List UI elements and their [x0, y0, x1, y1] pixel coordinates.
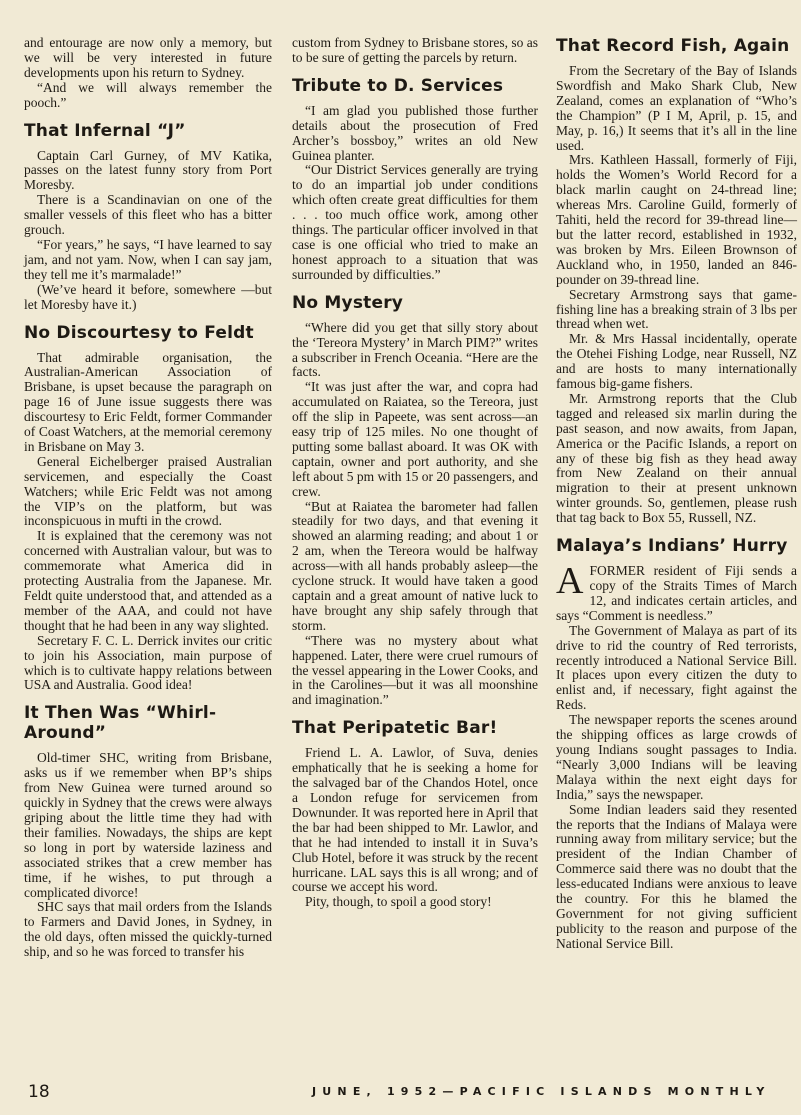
page-number: 18: [28, 1082, 50, 1102]
paragraph: The newspaper reports the scenes around the shipping offices as large crowds of young Indians sought passages to India. “Nearly 3,000 Indians will be leaving Malaya within the next eight days for India,” says the newspaper.: [556, 712, 797, 802]
paragraph: Captain Carl Gurney, of MV Katika, passes on the latest funny story from Port Moresby.: [24, 147, 272, 193]
column-1: [24, 36, 272, 960]
paragraph: “For years,” he says, “I have learned to say jam, and not yam. Now, when I can say jam, they tell me it’s marmalade!”: [24, 236, 272, 282]
paragraph: Secretary F. C. L. Derrick invites our critic to join his Association, main purpose of which is to cultivate happy relations between USA and Australia. Good idea!: [24, 632, 272, 693]
article-heading: Tribute to D. Services: [292, 75, 504, 96]
paragraph: Mr. Armstrong reports that the Club tagged and released six marlin during the past season, and now awaits, from Japan, America or the Pacific Islands, a report on any of these big fish as they head away from New Zealand on their annual migration to their at present unknown winter grounds. So, gentlemen, please rush that tag back to Box 55, Russell, NZ.: [556, 390, 797, 526]
paragraph: “But at Raiatea the barometer had fallen steadily for two days, and that evening it showed an alarming reading; and about 1 or 2 am, when the Tereora would be halfway across—with all hands probably asleep—the cyclone struck. It would have taken a good captain and a great amount of native luck to have brought any ship safely through that storm.: [292, 498, 538, 633]
paragraph: custom from Sydney to Brisbane stores, so as to be sure of getting the parcels by return.: [292, 35, 538, 65]
paragraph: Mrs. Kathleen Hassall, formerly of Fiji, holds the Women’s World Record for a black marlin caught on 24-thread line; whereas Mrs. Caroline Guild, formerly of Tahiti, held the record for 39-thread line—but the latter record, established in 1932, was broken by Mrs. Eileen Brownson of Auckland who, in 1950, landed an 846-pounder on 39-thread line.: [556, 152, 797, 287]
paragraph: Pity, though, to spoil a good story!: [305, 894, 492, 910]
paragraph: General Eichelberger praised Australian servicemen, and especially the Coast Watchers; while Eric Feldt was not among the VIP’s on the platform, but was inconspicuous in mufti in the crowd.: [24, 453, 272, 529]
paragraph-text: FORMER resident of Fiji sends a copy of the Straits Times of March 12, and indicates certain articles, and says “Comment is needless.”: [556, 563, 797, 623]
article-heading: That Record Fish, Again: [556, 36, 790, 56]
footer-masthead: JUNE, 1952—PACIFIC ISLANDS MONTHLY: [312, 1085, 771, 1098]
paragraph: The Government of Malaya as part of its drive to rid the country of Red terrorists, recently introduced a National Service Bill. It places upon every citizen the duty to enlist and, if necessary, fight against the Reds.: [556, 622, 797, 713]
paragraph: From the Secretary of the Bay of Islands Swordfish and Mako Shark Club, New Zealand, comes an explanation of “Who’s the Champion” (P I M, April, p. 15, and May, p. 16,) It seems that it’s all in the line used.: [556, 63, 797, 153]
paragraph: “And we will always remember the pooch.”: [24, 79, 272, 110]
paragraph: That admirable organisation, the Australian-American Association of Brisbane, is upset because the paragraph on page 16 of June issue suggests there was discourtesy to Eric Feldt, former Commander of Coast Watchers, at the memorial ceremony in Brisbane on May 3.: [24, 349, 272, 454]
article-heading: It Then Was “Whirl-Around”: [24, 703, 217, 744]
paragraph: and entourage are now only a memory, but we will be very interested in future developments upon his return to Sydney.: [24, 35, 272, 80]
paragraph: Friend L. A. Lawlor, of Suva, denies emphatically that he is seeking a home for the salvaged bar of the Chandos Hotel, once a London refuge for servicemen from Downunder. It was reported here in April that the bar had been shipped to Mr. Lawlor, and that he had intended to install it in Suva’s Club Hotel, before it was struck by the recent hurricane. LAL says this is all wrong; and of course we accept his word.: [292, 745, 538, 895]
column-2: [292, 36, 538, 910]
drop-cap: A: [556, 560, 584, 603]
column-3: [556, 36, 797, 952]
paragraph: It is explained that the ceremony was not concerned with Australian valour, but was to commemorate what America did in protecting Australia from the Japanese. Mr. Feldt quite understood that, and attended as a member of the AAA, and could not have thought that he had been in any way slighted.: [24, 528, 272, 633]
paragraph: “I am glad you published those further details about the prosecution of Fred Archer’s bossboy,” writes an old New Guinea planter.: [292, 102, 538, 163]
article-heading: Malaya’s Indians’ Hurry: [556, 536, 788, 557]
paragraph: There is a Scandinavian on one of the smaller vessels of this fleet who has a bitter grouch.: [24, 192, 272, 238]
paragraph: “Our District Services generally are trying to do an impartial job under conditions which often create great difficulties for them . . . too much office work, among other things. The particular officer involved in that case is one official who tried to make an honest approach to a situation that was surrounded by difficulties.”: [292, 162, 538, 282]
article-heading: No Discourtesy to Feldt: [24, 322, 254, 343]
paragraph: “Where did you get that silly story about the ‘Tereora Mystery’ in March PIM?” writes a subscriber in French Oceania. “Here are the facts.: [292, 319, 538, 380]
article-heading: No Mystery: [292, 292, 404, 313]
paragraph: (We’ve heard it before, somewhere —but let Moresby have it.): [24, 281, 272, 312]
paragraph: Some Indian leaders said they resented the reports that the Indians of Malaya were running away from military service; but the president of the Indian Chamber of Commerce said there was no doubt that the less-educated Indians were anxious to leave the country. For this he blamed the Government for not giving sufficient publicity to the reason and purpose of the National Service Bill.: [556, 801, 797, 951]
paragraph: Mr. & Mrs Hassal incidentally, operate the Otehei Fishing Lodge, near Russell, NZ and are hosts to many internationally famous big-game fishers.: [556, 331, 797, 392]
paragraph: “There was no mystery about what happened. Later, there were cruel rumours of the vessel appearing in the Lower Cooks, and in the Carolines—but it was all moonshine and imagination.”: [292, 632, 538, 708]
paragraph: [556, 560, 797, 624]
page-footer: [0, 1082, 801, 1106]
paragraph: Secretary Armstrong says that game-fishing line has a breaking strain of 3 lbs per thread when wet.: [556, 286, 797, 332]
paragraph: SHC says that mail orders from the Islands to Farmers and David Jones, in Sydney, in the old days, often missed the quickly-turned ship, and so he was forced to transfer his: [24, 899, 272, 960]
article-heading: That Infernal “J”: [24, 120, 186, 141]
article-heading: That Peripatetic Bar!: [292, 718, 498, 739]
paragraph: “It was just after the war, and copra had accumulated on Raiatea, so the Tereora, just off the slip in Papeete, was sent across—an easy trip of 125 miles. No one thought of putting some ballast aboard. It was OK with captain, owner and port authority, and she left about 5 pm with 15 or 20 passengers, and crew.: [292, 379, 538, 499]
paragraph: Old-timer SHC, writing from Brisbane, asks us if we remember when BP’s ships from New Guinea were turned around so quickly in Sydney that the crews were always griping about the little time they had with their families. Nowadays, the ships are kept so long in port by waterside laziness and associated strikes that a crew member has time, if he wishes, to put through a complicated divorce!: [24, 750, 272, 900]
